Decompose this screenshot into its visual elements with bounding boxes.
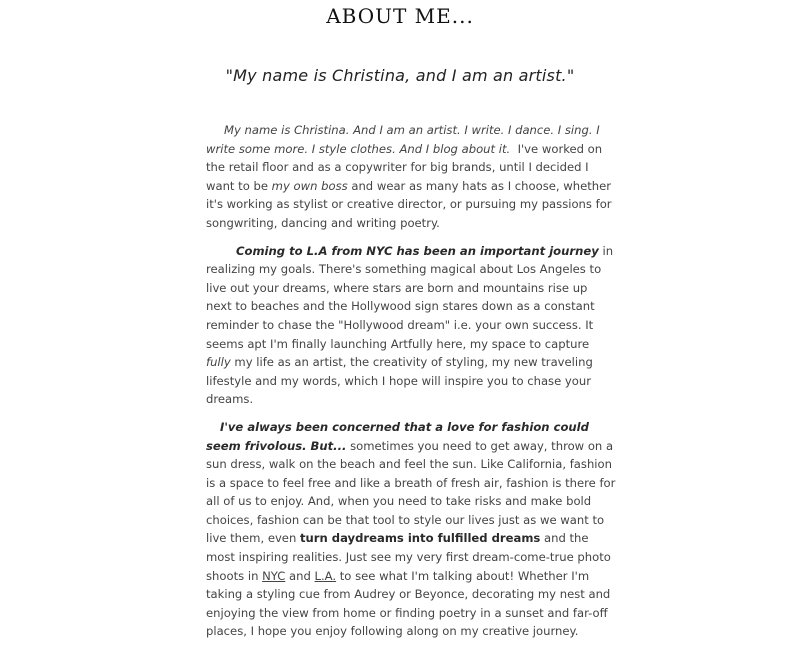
nyc-link[interactable]: NYC bbox=[262, 568, 286, 583]
journey-text: in realizing my goals. There's something magical about Los Angeles to live out your dreams, where stars are born and mountains rise up next to beaches and the Hollywood sign stares down as a constant reminder to chase the "Hollywood dream" i.e. your own success. It seems apt I'm finally launching Artfully here, my space to capture bbox=[206, 243, 614, 351]
paragraph-fashion bbox=[206, 418, 616, 641]
daydreams-bold: turn daydreams into fulfilled dreams bbox=[299, 531, 541, 546]
fashion-text-2: and the most inspiring realities. Just see my very first dream-come-true photo shoots in bbox=[206, 531, 611, 583]
la-link[interactable]: L.A. bbox=[314, 568, 337, 583]
fashion-text: sometimes you need to get away, throw on a sun dress, walk on the beach and feel the sun. Like California, fashion is a space to feel free and like a breath of fresh air, fashion is there for all of us to enjoy. And, when you need to take risks and make bold choices, fashion can be that tool to style our lives just as we want to live them, even bbox=[206, 438, 616, 546]
intro-italic-text: My name is Christina. And I am an artist. I write. I dance. I sing. I write some more. I style clothes. And I blog about it. bbox=[206, 123, 600, 156]
intro-text-end: and wear as many hats as I choose, whether it's working as stylist or creative director, or pursuing my passions for songwriting, dancing and writing poetry. bbox=[206, 178, 612, 230]
page-title: ABOUT ME... bbox=[326, 4, 474, 28]
fashion-text-end: to see what I'm talking about! Whether I'm taking a styling cue from Audrey or Beyonce, decorating my nest and enjoying the view from home or finding poetry in a sunset and far-off places, I hope you enjoy following along on my creative journey. bbox=[206, 568, 611, 639]
and-text: and bbox=[289, 568, 311, 583]
intro-quote: "My name is Christina, and I am an artist." bbox=[225, 66, 575, 85]
own-boss-italic: my own boss bbox=[271, 178, 348, 193]
intro-text: I've worked on the retail floor and as a copywriter for big brands, until I decided I want to be bbox=[206, 141, 603, 193]
journey-text-end: my life as an artist, the creativity of styling, my new traveling lifestyle and my words, which I hope will inspire you to chase your dreams. bbox=[206, 355, 593, 407]
paragraph-intro bbox=[206, 121, 616, 233]
paragraph-journey bbox=[206, 242, 616, 409]
about-body bbox=[206, 121, 616, 650]
journey-heading: Coming to L.A from NYC has been an important journey bbox=[236, 243, 599, 258]
fully-italic: fully bbox=[206, 355, 231, 370]
fashion-heading: I've always been concerned that a love for fashion could seem frivolous. But... bbox=[206, 419, 589, 453]
